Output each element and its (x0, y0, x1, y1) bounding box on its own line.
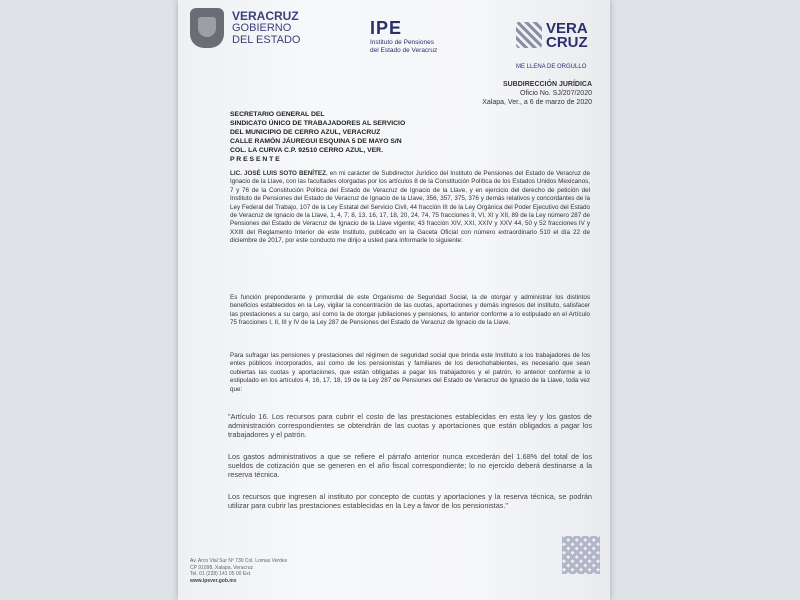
addressee-line: SECRETARIO GENERAL DEL (230, 111, 325, 118)
veracruz-knot-icon (516, 22, 542, 48)
quote-resources: Los recursos que ingresen al instituto por concepto de cuotas y aportaciones y la reserva técnica, se podrán utilizar para cubrir las prestaciones establecidas en la Ley a favor de los pensionistas." (228, 492, 592, 510)
oficio-number: Oficio No. SJ/207/2020 (520, 90, 592, 97)
addressee-line: COL. LA CURVA C.P. 92510 CERRO AZUL, VER. (230, 147, 383, 154)
footer-line: Av. Arco Vial Sur Nº 730 Col. Lomas Verdes (190, 558, 288, 564)
addressee-block (230, 110, 405, 164)
addressee-line: SINDICATO ÚNICO DE TRABAJADORES AL SERVICIO (230, 120, 406, 127)
footer-address (190, 558, 287, 584)
ipe-line1: Instituto de Pensiones (370, 39, 434, 46)
ipe-line2: del Estado de Veracruz (370, 47, 438, 54)
veracruz-wordmark (546, 22, 588, 50)
footer-knot-icon (562, 536, 600, 574)
gobierno-logo (190, 8, 300, 48)
gob-line2: GOBIERNO (232, 22, 292, 34)
vera-tagline: ME LLENA DE ORGULLO (516, 64, 587, 70)
state-seal-icon (190, 8, 224, 48)
presente-line: P R E S E N T E (230, 156, 280, 163)
ipe-title: IPE (370, 18, 403, 38)
paragraph-intro (230, 170, 590, 246)
veracruz-brand-logo (516, 20, 588, 70)
letter-page (178, 0, 610, 600)
footer-website-link[interactable]: www.ipever.gob.mx (190, 577, 237, 584)
quote-article-16: "Artículo 16. Los recursos para cubrir el costo de las prestaciones establecidas en esta ley y los gastos de administración correspondientes se obtendrán de las cuotas y aportaciones que están obligados a pagar los trabajadores y el patrón. (228, 412, 592, 439)
ipe-logo (370, 18, 437, 55)
vera-line1: VERA (546, 20, 588, 37)
vera-line2: CRUZ (546, 34, 588, 51)
document-date: Xalapa, Ver., a 6 de marzo de 2020 (482, 99, 592, 106)
footer-line: Tel. 01 (228) 141 05 00 Ext. (190, 571, 252, 577)
addressee-line: DEL MUNICIPIO DE CERRO AZUL, VERACRUZ (230, 129, 381, 136)
signer-name: LIC. JOSÉ LUIS SOTO BENÍTEZ (230, 170, 326, 177)
addressee-line: CALLE RAMÓN JÁUREGUI ESQUINA 5 DE MAYO S/N (230, 138, 402, 145)
gob-line1: VERACRUZ (232, 9, 299, 23)
paragraph-funding: Para sufragar las pensiones y prestaciones del régimen de seguridad social que brinda este Instituto a los trabajadores de los entes públicos incorporados, así como de los pensionistas y familiares de los derechohabientes, es necesario que sean cubiertas las cuotas y aportaciones, que están obligadas a pagar los trabajadores y el patrón, lo anterior conforme a lo estipulado en los artículos 4, 16, 17, 18, 19 de la Ley 287 de Pensiones del Estado de Veracruz de Ignacio de la Llave, toda vez que: (230, 352, 590, 393)
quote-admin-costs: Los gastos administrativos a que se refiere el párrafo anterior nunca excederán del 1.68% del total de los sueldos de cotización que se generen en el año fiscal correspondiente; lo no ejercido deberá destinarse a la reserva técnica. (228, 452, 592, 479)
subdireccion-label: SUBDIRECCIÓN JURÍDICA (502, 81, 592, 88)
paragraph-function: Es función preponderante y primordial de este Organismo de Seguridad Social, la de otorgar y administrar los distintos beneficios establecidos en la Ley, vigilar la concentración de las cuotas, aportaciones y demás ingresos del instituto, satisfacer las prestaciones a su cargo, así como la de otorgar jubilaciones y pensiones, lo anterior conforme a lo estipulado en el Artículo 75 fracciones I, II, III y IV de la Ley 287 de Pensiones del Estado de Veracruz de Ignacio de la Llave. (230, 294, 590, 327)
gob-line3: DEL ESTADO (232, 34, 301, 46)
document-meta (482, 80, 592, 107)
gobierno-logo-text (232, 10, 300, 46)
footer-line: CP 91098, Xalapa, Veracruz (190, 564, 254, 571)
paragraph-intro-text: , en mi carácter de Subdirector Jurídico del Instituto de Pensiones del Estado de Veracruz de Ignacio de la Llave, con las facultades otorgadas por los artículos 8 de la Constitución Política de los Estados Unidos Mexicanos, 7 y 76 de la Constitución Política del Estado de Veracruz de Ignacio de la Llave, y en ejercicio del derecho de petición del Instituto de Pensiones del Estado de Veracruz de Ignacio de la Llave, 356, 357, 375, 376 y demás relativos y concordantes de la Ley Federal del Trabajo, 107 de la Ley Estatal del Servicio Civil, 44 fracción III de la Ley Orgánica del Poder Ejecutivo del Estado de Veracruz de Ignacio de la Llave, 1, 4, 7, 8, 13, 16, 17, 18, 20, 24, 74, 75 fracciones II, VI, XI y XII, 89 de la Ley número 287 de Pensiones del Estado de Veracruz de Ignacio de la Llave vigente; 43 fracción XIV, XXI, XXIV y XXV 44, 50 y 52 fracciones IV y XXIII del Reglamento Interior de este Instituto, publicado en la Gaceta Oficial con número extraordinario 510 el día 22 de diciembre de 2017, por este conducto me dirijo a usted para informarle lo siguiente: (230, 170, 590, 245)
